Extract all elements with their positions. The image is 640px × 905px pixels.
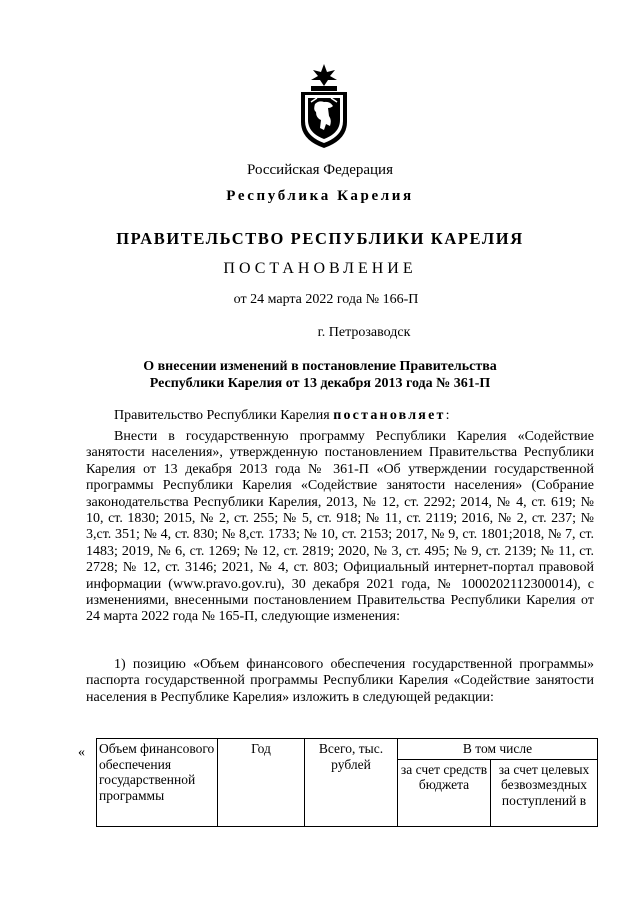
decree-word: постановляет [333, 408, 446, 423]
document-date-number: от 24 марта 2022 года № 166-П [233, 292, 419, 307]
col-including: В том числе [398, 739, 598, 760]
preamble-text: Правительство Республики Карелия [114, 408, 334, 423]
col-budget: за счет средств бюджета [398, 759, 491, 826]
country-name: Российская Федерация [247, 162, 393, 178]
document-city: г. Петрозаводск [317, 325, 411, 340]
col-total: Всего, тыс. рублей [305, 739, 398, 827]
decree-preamble [86, 408, 594, 424]
coat-of-arms-icon [297, 62, 351, 150]
item-1-paragraph: 1) позицию «Объем финансового обеспечения государственной программы» паспорта государственной программы Республики Карелия «Содействие занятости населения в Республике Карелия» изложить в следующей редакции: [86, 657, 594, 705]
government-title: ПРАВИТЕЛЬСТВО РЕСПУБЛИКИ КАРЕЛИЯ [116, 229, 524, 248]
financing-table [96, 738, 598, 827]
document-subject [0, 358, 640, 392]
preamble-colon: : [445, 408, 450, 423]
col-year: Год [218, 739, 305, 827]
subject-line-1: О внесении изменений в постановление Правительства [143, 359, 497, 374]
open-quote: « [78, 745, 85, 760]
subject-line-2: Республики Карелия от 13 декабря 2013 года № 361-П [149, 376, 491, 391]
col-grants: за счет целевых безвозмездных поступлений в [491, 759, 598, 826]
col-object: Объем финансового обеспечения государственной программы [97, 739, 218, 827]
document-type: ПОСТАНОВЛЕНИЕ [223, 260, 417, 277]
region-name: Республика Карелия [226, 188, 414, 204]
amendment-paragraph: Внести в государственную программу Республики Карелия «Содействие занятости населения», утвержденную постановлением Правительства Республики Карелия от 13 декабря 2013 года № 361-П «Об утверждении государственной программы Республики Карелия «Содействие занятости населения» (Собрание законодательства Республики Карелия, 2013, № 12, ст. 2292; 2014, № 4, ст. 619; № 10, ст. 1830; 2015, № 2, ст. 255; № 5, ст. 918; № 11, ст. 2119; 2016, № 2, ст. 237; № 3,ст. 351; № 4, ст. 830; № 8,ст. 1733; № 10, ст. 2153; 2017, № 9, ст. 1801;2018, № 7, ст. 1483; 2019, № 6, ст. 1269; № 12, ст. 2819; 2020, № 3, ст. 495; № 9, ст. 2139; № 11, ст. 2728; № 12, ст. 3146; 2021, № 4, ст. 803; Официальный интернет-портал правовой информации (www.pravo.gov.ru), 30 декабря 2021 года, № 1000202112300014), с изменениями, внесенными постановлением Правительства Республики Карелия от 24 марта 2022 года № 165-П, следующие изменения: [86, 429, 594, 625]
